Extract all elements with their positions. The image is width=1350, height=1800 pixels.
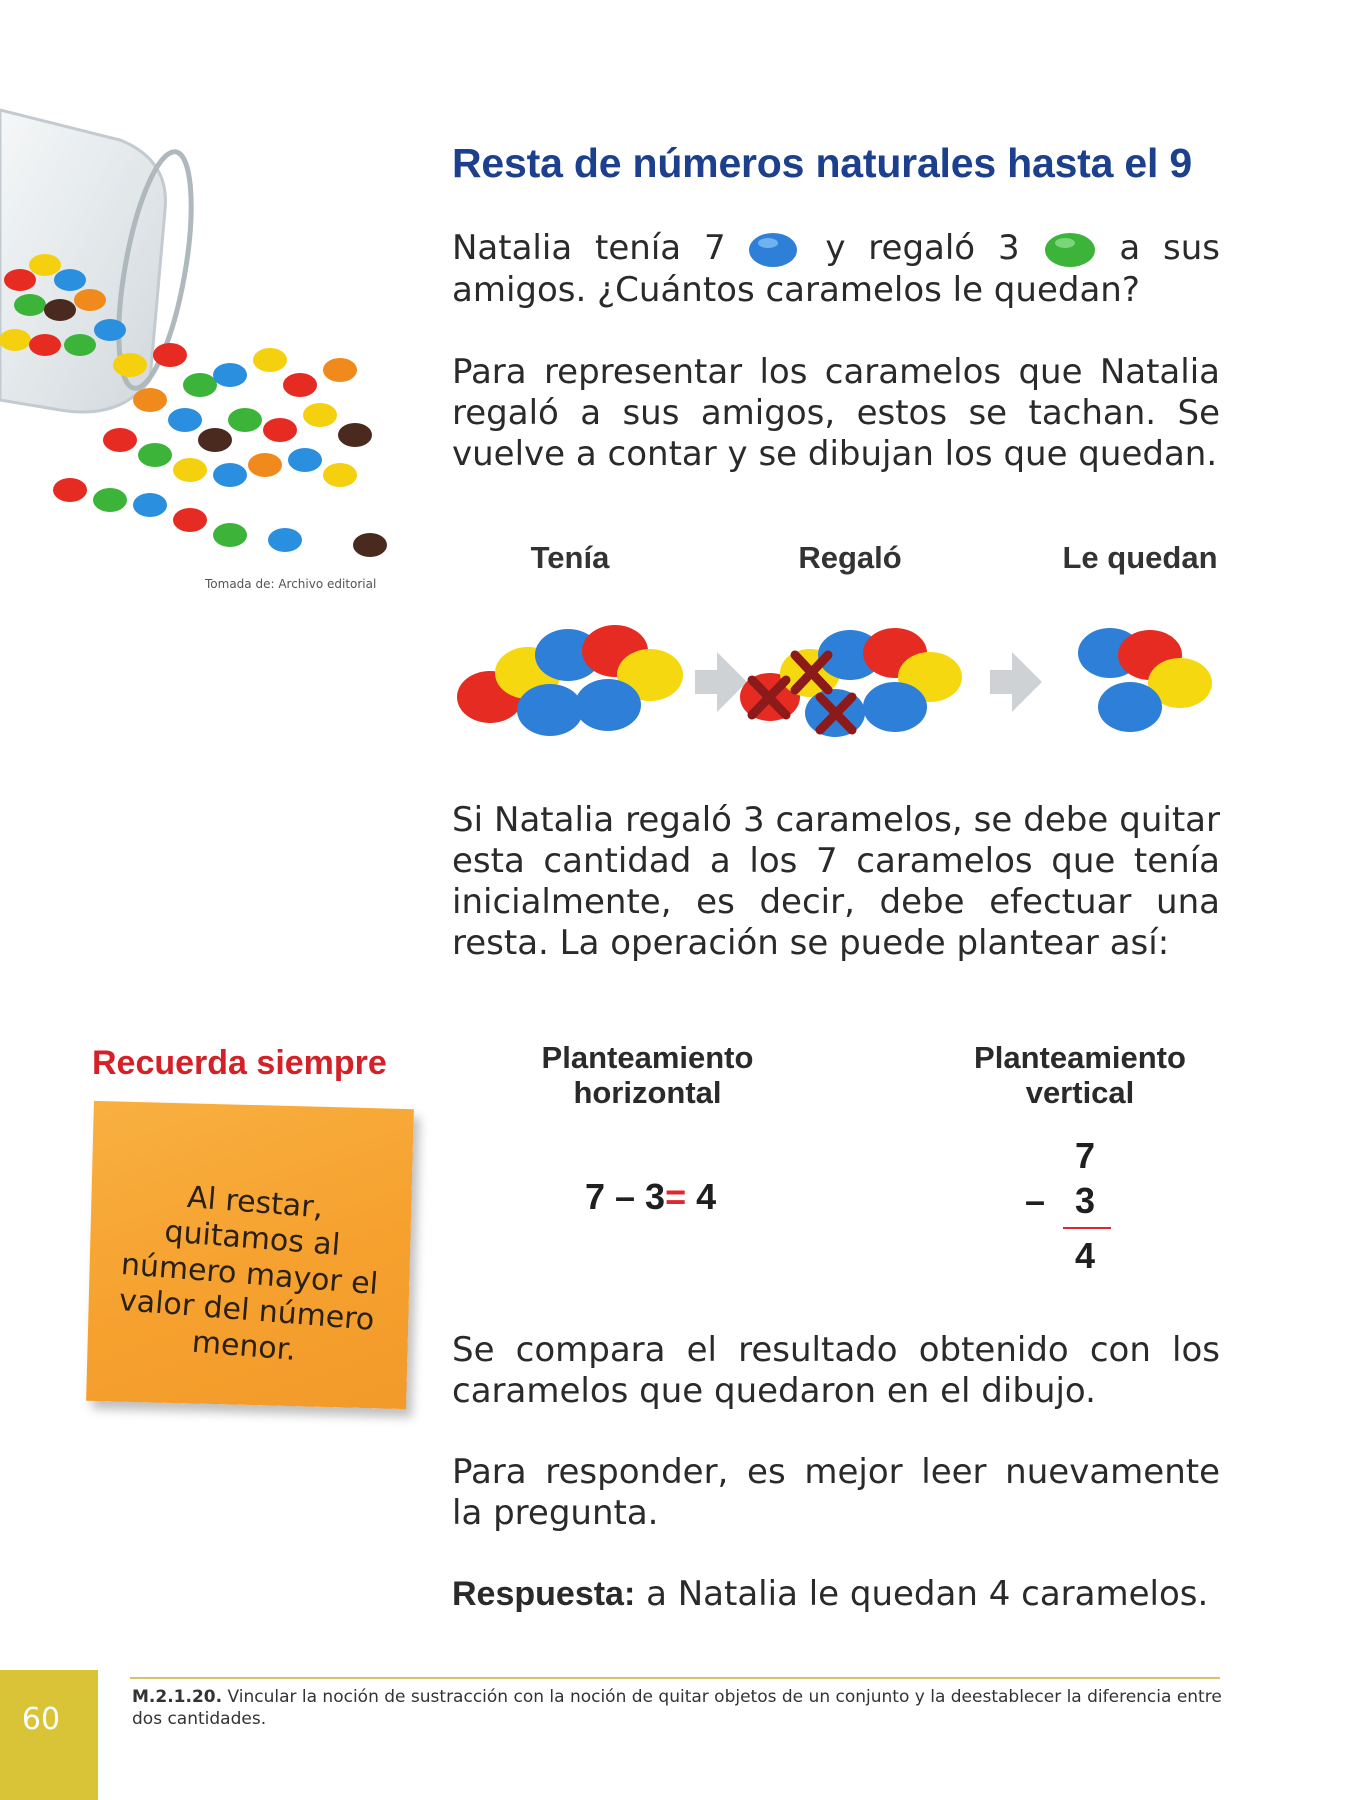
blue-candy-icon: [748, 230, 802, 270]
page-number: 60: [21, 1702, 61, 1737]
sticky-note: [86, 1101, 414, 1409]
label-had: Tenía: [530, 540, 610, 575]
photo-caption: Tomada de: Archivo editorial: [205, 577, 377, 591]
candies-left-group: [1078, 628, 1212, 732]
vertical-label-line2: vertical: [1025, 1075, 1135, 1110]
vertical-minuend: 7: [1075, 1135, 1096, 1176]
green-candy-icon: [1042, 230, 1096, 270]
footer-description: Vincular la noción de sustracción con la noción de quitar objetos de un conjunto y la deestablecer la diferencia entre dos cantidades.: [132, 1687, 1222, 1729]
arrow-icon: [990, 652, 1042, 712]
page-number-box: [0, 1670, 98, 1800]
problem-part-2: y regaló 3: [825, 228, 1020, 268]
compare-paragraph: Se compara el resultado obtenido con los caramelos que quedaron en el dibujo.: [452, 1330, 1220, 1411]
vertical-label-line1: Planteamiento: [974, 1040, 1186, 1075]
vertical-subtrahend: 3: [1075, 1180, 1096, 1221]
problem-part-1: Natalia tenía 7: [452, 228, 726, 268]
vertical-result: 4: [1075, 1235, 1096, 1276]
answer-label: Respuesta:: [452, 1575, 636, 1613]
footer-standard: [132, 1686, 1222, 1730]
remember-heading: Recuerda siempre: [92, 1044, 387, 1082]
sticky-note-text: Al restar, quitamos al número mayor el valor del número menor.: [117, 1179, 380, 1368]
horizontal-left: 7 – 3: [585, 1176, 666, 1217]
horizontal-label-line1: Planteamiento: [541, 1040, 754, 1075]
horizontal-equals: =: [665, 1176, 687, 1217]
candies-gave-group: [740, 628, 962, 737]
vertical-result-line: [1063, 1227, 1111, 1229]
candy-jar-photo: [0, 100, 400, 570]
horizontal-result: 4: [696, 1176, 717, 1217]
answer-paragraph: [452, 1574, 1220, 1615]
footer-code: M.2.1.20.: [132, 1687, 223, 1707]
answer-text: a Natalia le quedan 4 caramelos.: [646, 1574, 1209, 1614]
candies-had-group: [457, 625, 683, 736]
represent-paragraph: Para representar los caramelos que Natalia regaló a sus amigos, estos se tachan. Se vuelve a contar y se dibujan los que quedan.: [452, 352, 1220, 474]
label-gave: Regaló: [798, 540, 902, 575]
horizontal-label-line2: horizontal: [573, 1075, 722, 1110]
problem-part-3: a sus amigos. ¿Cuántos caramelos le quedan?: [452, 228, 1220, 310]
arrow-icon: [695, 652, 747, 712]
candy-diagram: [440, 615, 1230, 755]
explain-paragraph: Si Natalia regaló 3 caramelos, se debe quitar esta cantidad a los 7 caramelos que tenía inicialmente, es decir, debe efectuar una resta. La operación se puede plantear así:: [452, 800, 1220, 963]
vertical-label: [950, 1040, 1210, 1110]
page-title: Resta de números naturales hasta el 9: [452, 140, 1193, 186]
problem-paragraph: [452, 228, 1220, 311]
vertical-operator: –: [1025, 1180, 1046, 1221]
footer-divider: [130, 1677, 1220, 1679]
label-left: Le quedan: [1062, 540, 1218, 575]
horizontal-operation: [585, 1176, 716, 1218]
read-paragraph: Para responder, es mejor leer nuevamente la pregunta.: [452, 1452, 1220, 1533]
horizontal-label: [520, 1040, 775, 1110]
